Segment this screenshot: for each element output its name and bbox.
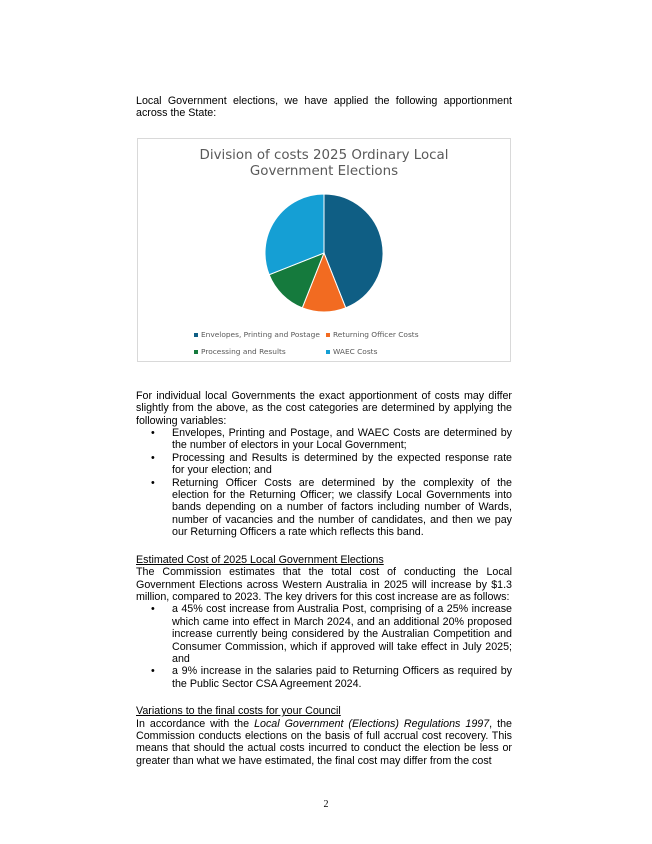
- section-heading-estimated-cost: Estimated Cost of 2025 Local Government Elections: [136, 553, 384, 566]
- pie-chart: [137, 138, 511, 362]
- list-item: [136, 603, 512, 665]
- legend-label-envelopes: Envelopes, Printing and Postage: [201, 330, 320, 340]
- list-item-text: Envelopes, Printing and Postage, and WAEC Costs are determined by the number of electors in your Local Government;: [172, 427, 512, 452]
- list-item: [136, 477, 512, 539]
- legend-item-waec: [326, 346, 377, 358]
- chart-title-line-1: Division of costs 2025 Ordinary Local: [199, 147, 449, 163]
- variations-final-costs-paragraph: [136, 718, 512, 768]
- variations-paragraph: For individual local Governments the exact apportionment of costs may differ slightly from the above, as the cost categories are determined by applying the following variables:: [136, 389, 512, 427]
- legend-item-processing: [194, 346, 326, 358]
- legend-swatch-processing: [194, 350, 198, 354]
- bullet-glyph: •: [151, 451, 155, 464]
- list-item: [136, 452, 512, 477]
- legend-swatch-envelopes: [194, 333, 198, 337]
- regulation-title: Local Government (Elections) Regulations 1997: [254, 717, 490, 730]
- list-item-text: a 45% cost increase from Australia Post, comprising of a 25% increase which came into effect in March 2024, and an additional 20% proposed increase currently being considered by the Australian Competition and Consumer Commission, which if approved will take effect in July 2025; and: [172, 603, 512, 665]
- chart-legend: [194, 327, 494, 361]
- legend-swatch-waec: [326, 350, 330, 354]
- section-heading-variations: Variations to the final costs for your Council: [136, 705, 341, 718]
- legend-item-envelopes: [194, 329, 326, 341]
- text-run: , the Commission conducts elections on the basis of full accrual cost recovery. This means that should the actual costs incurred to conduct the election be less or greater than what we have estimated, the final cost may differ from the cost: [136, 717, 512, 767]
- list-item-text: Returning Officer Costs are determined by the complexity of the election for the Returning Officer; we classify Local Governments into bands depending on a number of factors including number of Wards, number of vacancies and the number of candidates, and then we pay our Returning Officers a rate which reflects this band.: [172, 476, 512, 539]
- list-item: [136, 427, 512, 452]
- legend-item-returning-officer: [326, 329, 419, 341]
- text-run: In accordance with the: [136, 717, 255, 730]
- variables-list: [136, 427, 512, 539]
- chart-title-line-2: Government Elections: [249, 163, 399, 179]
- estimated-cost-paragraph: The Commission estimates that the total cost of conducting the Local Government Elections across Western Australia in 2025 will increase by $1.3 million, compared to 2023. The key drivers for this cost increase are as follows:: [136, 566, 512, 603]
- legend-swatch-returning-officer: [326, 333, 330, 337]
- legend-label-returning-officer: Returning Officer Costs: [333, 330, 419, 340]
- list-item-text: Processing and Results is determined by the expected response rate for your election; and: [172, 451, 512, 477]
- list-item-text: a 9% increase in the salaries paid to Returning Officers as required by the Public Sector CSA Agreement 2024.: [172, 665, 512, 690]
- bullet-glyph: •: [151, 476, 155, 489]
- bullet-glyph: •: [151, 665, 155, 678]
- drivers-list: [136, 603, 512, 690]
- legend-label-waec: WAEC Costs: [333, 347, 378, 357]
- legend-label-processing: Processing and Results: [201, 347, 286, 357]
- page-number: 2: [323, 799, 329, 810]
- document-body: [136, 95, 512, 767]
- bullet-glyph: •: [151, 603, 155, 616]
- bullet-glyph: •: [151, 427, 155, 440]
- list-item: [136, 665, 512, 690]
- intro-paragraph: Local Government elections, we have applied the following apportionment across the State:: [136, 95, 512, 120]
